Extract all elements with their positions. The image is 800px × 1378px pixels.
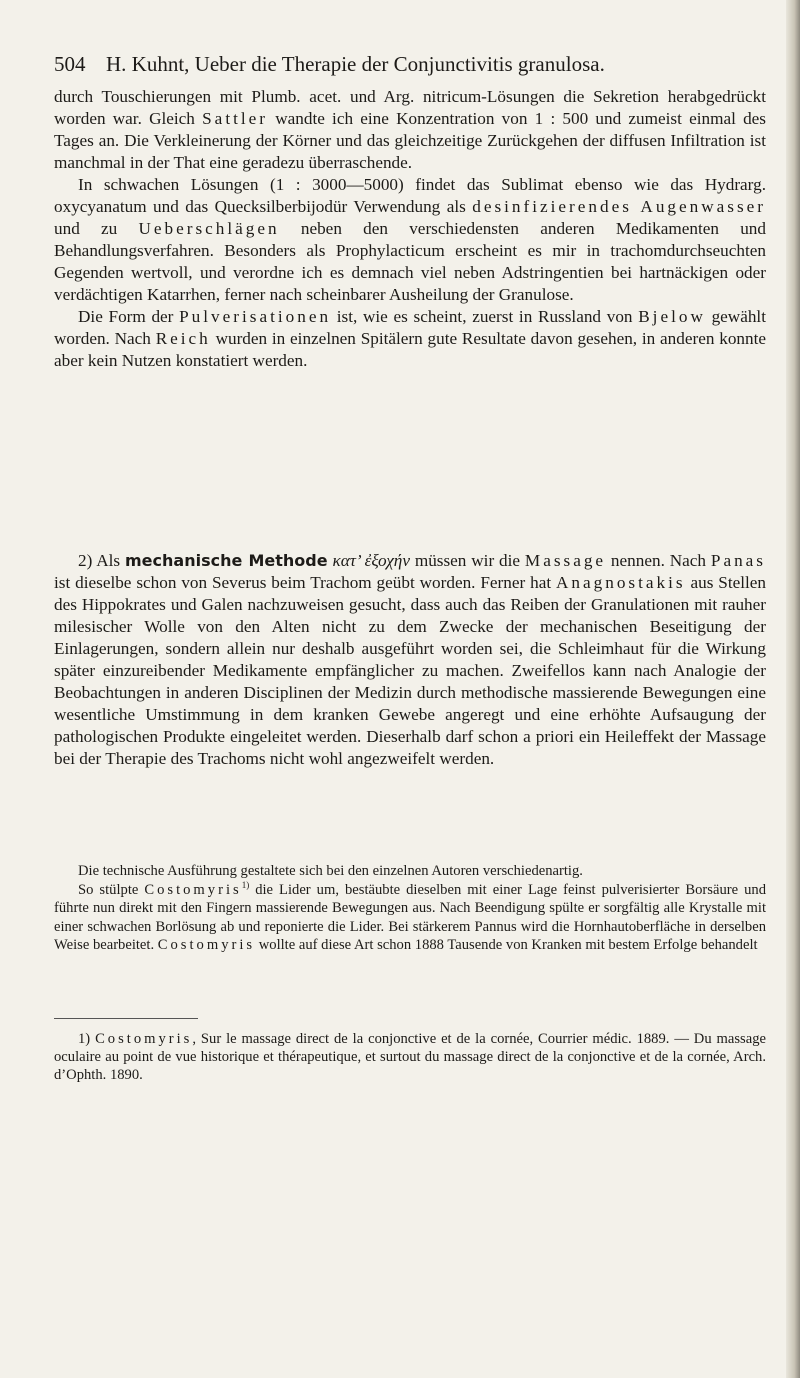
emphasis-pulverisationen: Pulverisationen: [179, 307, 332, 326]
paragraph-2-text-c: neben den verschiedensten anderen Medikamenten und Behandlungsverfahren. Besonders als Prophylacticum erscheint es mir in trachomdurchseuchten Gegenden wertvoll, und verordne ich es demnach viel neben Adstringentien bei hartnäckigen oder verdächtigen Katarrhen, ferner nach scheinbarer Ausheilung der Granulose.: [54, 219, 766, 304]
section-2-text-a: müssen wir die: [409, 551, 525, 570]
footnote-divider: [54, 1018, 198, 1019]
section-number: 2) Als: [78, 551, 125, 570]
main-text-block-2: [54, 550, 766, 770]
footnote-author: Costomyris: [95, 1031, 193, 1047]
paragraph-1-text-cont: wandte ich eine Konzentration von 1 : 500 und zumeist einmal des Tages an. Die Verkleinerung der Körner und das gleichzeitige Zurückgehen der diffusen Infiltration ist manchmal in der That eine geradezu überraschende.: [54, 109, 766, 172]
main-text-block-1: [54, 86, 766, 372]
paragraph-2-text-a: In schwachen Lösungen (1 : 3000—5000) findet das Sublimat ebenso wie das Hydrarg. oxycyanatum und das Quecksilberbijodür Verwendung als: [54, 175, 766, 216]
small-2-text-a: So stülpte: [78, 881, 145, 898]
paragraph-1: [54, 86, 766, 174]
small-2-text-c: wollte auf diese Art schon 1888 Tausende von Kranken mit bestem Erfolge behandelt: [255, 937, 758, 953]
footnote-reference: 1): [241, 879, 250, 890]
author-name-panas: Panas: [710, 551, 766, 570]
paragraph-2: [54, 174, 766, 306]
paragraph-2-text-b: und zu: [54, 219, 139, 238]
emphasis-desinfizierendes: desinfizierendes Augenwasser: [472, 197, 766, 216]
running-title: H. Kuhnt, Ueber die Therapie der Conjunctivitis granulosa.: [106, 52, 605, 76]
page-number: 504: [54, 52, 86, 76]
paragraph-3-text-a: Die Form der: [78, 307, 180, 326]
author-name-costomyris-2: Costomyris: [157, 937, 256, 953]
author-name-costomyris: Costomyris: [144, 881, 242, 898]
paragraph-3-text-d: wurden in einzelnen Spitälern gute Resultate davon gesehen, in anderen konnte aber kein Nutzen konstatiert werden.: [54, 329, 766, 370]
paragraph-3: [54, 306, 766, 372]
emphasis-ueberschlaegen: Ueberschlägen: [138, 219, 280, 238]
greek-phrase: κατ’ ἐξοχήν: [332, 551, 410, 570]
author-name-sattler: Sattler: [202, 109, 268, 128]
footnote-citation: , Sur le massage direct de la conjonctive et de la cornée, Courrier médic. 1889. — Du massage oculaire au point de vue historique et thérapeutique, et surtout du massage direct de la conjonctive et de la cornée, Arch. d’Ophth. 1890.: [54, 1031, 766, 1083]
section-title-bold: mechanische Methode: [125, 551, 328, 570]
footnote: [54, 1030, 766, 1084]
emphasis-massage: Massage: [524, 551, 607, 570]
section-2-text-d: aus Stellen des Hippokrates und Galen nachzuweisen gesucht, dass auch das Reiben der Granulationen mit rauher milesischer Wolle von den Alten nicht zu dem Zwecke der mechanischen Beseitigung der Einlagerungen, sondern allein nur deshalb ausgeführt worden sei, die Schleimhaut für die Wirkung später einzureibender Medikamente empfänglicher zu machen. Zweifellos kann nach Analogie der Beobachtungen in anderen Disciplinen der Medizin durch methodische massierende Bewegungen eine wesentliche Umstimmung in dem kranken Gewebe angeregt und eine erhöhte Aufsaugung der pathologischen Produkte eingeleitet werden. Dieserhalb darf schon a priori ein Heileffekt der Massage bei der Therapie des Trachoms nicht wohl angezweifelt werden.: [54, 573, 767, 768]
section-2-text-c: ist dieselbe schon von Severus beim Trachom geübt worden. Ferner hat: [54, 573, 556, 592]
paragraph-3-text-c: gewählt worden. Nach: [54, 307, 766, 348]
section-2-paragraph: [54, 550, 766, 770]
footnote-text: [54, 1030, 766, 1084]
author-name-anagnostakis: Anagnostakis: [556, 573, 686, 592]
small-2-text-b: die Lider um, bestäubte dieselben mit einer Lage feinst pulverisierter Borsäure und führte nun direkt mit den Fingern massierende Bewegungen aus. Nach Beendigung spülte er sorgfältig alle Krystalle mit einer schwachen Borlösung ab und reponierte die Lider. Bei stärkerem Pannus wird die Hornhautoberfläche in derselben Weise bearbeitet.: [54, 881, 766, 953]
running-header: [54, 50, 754, 78]
paragraph-1-text: durch Touschierungen mit Plumb. acet. und Arg. nitricum-Lösungen die Sekretion herabgedrückt worden war. Gleich: [54, 87, 766, 128]
page-edge-shadow: [786, 0, 800, 1378]
author-name-reich: Reich: [155, 329, 211, 348]
paragraph-3-text-b: ist, wie es scheint, zuerst in Russland von: [331, 307, 639, 326]
footnote-marker: 1): [78, 1031, 96, 1047]
small-paragraph-1: Die technische Ausführung gestaltete sich bei den einzelnen Autoren verschiedenartig.: [78, 863, 583, 879]
author-name-bjelow: Bjelow: [638, 307, 706, 326]
small-paragraph-2: [54, 881, 766, 955]
small-print-block: [54, 862, 766, 955]
section-2-text-b: nennen. Nach: [606, 551, 711, 570]
